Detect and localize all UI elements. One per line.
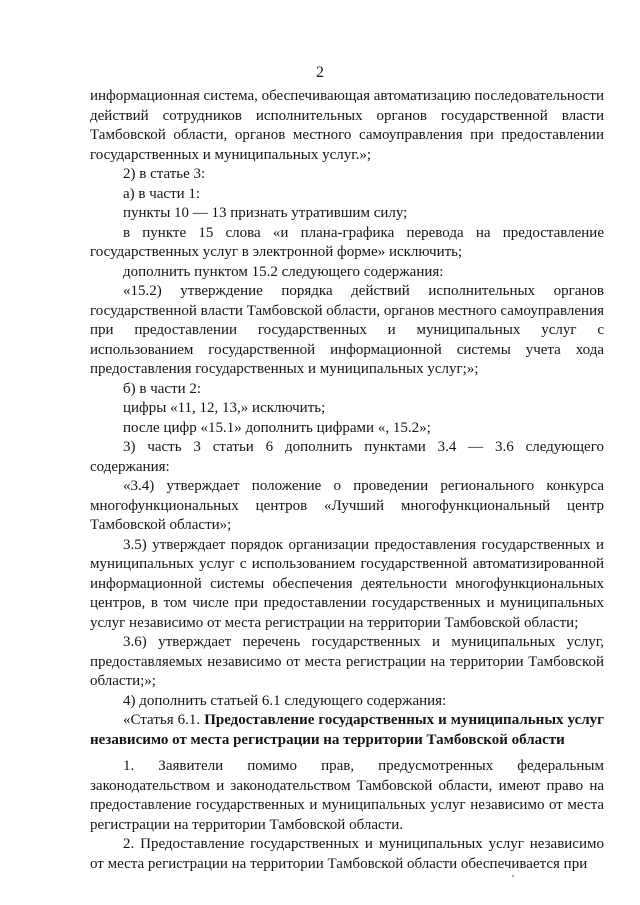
- paragraph-item-15-2-text: «15.2) утверждение порядка действий исполнительных органов государственной власти Тамбовской области, органов местного самоуправления при предоставлении государственных и муниципальных услуг с использованием государственной информационной системы учета хода предоставления государственных и муниципальных услуг;»;: [90, 283, 604, 377]
- article-title: Предоставление государственных и муниципальных услуг независимо от места регистрации на территории Тамбовской области: [90, 712, 604, 748]
- article-paragraph-2: 2. Предоставление государственных и муниципальных услуг независимо от места регистрации на территории Тамбовской области обеспечивается при: [90, 836, 604, 872]
- page-number: 2: [316, 64, 324, 81]
- paragraph-item-3-5: 3.5) утверждает порядок организации предоставления государственных и муниципальных услуг с использованием государственной автоматизированной информационной системы обеспечения деятельности многофункциональных центров, в том числе при предоставлении государственных и муниципальных услуг независимо от места регистрации на территории Тамбовской области;: [90, 536, 604, 631]
- article-heading: [90, 711, 604, 750]
- paragraph-continuation: информационная система, обеспечивающая автоматизацию последовательности действий сотрудников исполнительных органов государственной власти Тамбовской области, органов местного самоуправления при предоставлении государственных и муниципальных услуг.»;: [90, 88, 604, 163]
- paragraph-item-3-4: «3.4) утверждает положение о проведении регионального конкурса многофункциональных центров «Лучший многофункциональный центр Тамбовской области»;: [90, 478, 604, 533]
- paragraph-amend-article-6: 3) часть 3 статьи 6 дополнить пунктами 3.4 — 3.6 следующего содержания:: [90, 439, 604, 475]
- document-body: [90, 87, 604, 874]
- paragraph-digits-exclude: цифры «11, 12, 13,» исключить;: [123, 400, 326, 416]
- paragraph-items-10-13: пункты 10 — 13 признать утратившим силу;: [123, 205, 408, 221]
- paragraph-amend-article-3: 2) в статье 3:: [123, 166, 206, 182]
- article-prefix: «Статья 6.1.: [123, 712, 205, 728]
- paragraph-part-2: б) в части 2:: [123, 380, 202, 397]
- paragraph-part-1: а) в части 1:: [123, 185, 201, 202]
- paragraph-item-15: в пункте 15 слова «и плана-графика перевода на предоставление государственных услуг в электронной форме» исключить;: [90, 224, 604, 260]
- scan-speck: [512, 875, 514, 877]
- paragraph-add-item-15-2: дополнить пунктом 15.2 следующего содержания:: [123, 263, 444, 280]
- paragraph-digits-add: после цифр «15.1» дополнить цифрами «, 15.2»;: [123, 419, 431, 436]
- article-paragraph-1: 1. Заявители помимо прав, предусмотренных федеральным законодательством и законодательством Тамбовской области, имеют право на предоставление государственных и муниципальных услуг независимо от места регистрации на территории Тамбовской области.: [90, 758, 604, 833]
- paragraph-add-article-6-1: 4) дополнить статьей 6.1 следующего содержания:: [123, 692, 447, 709]
- paragraph-item-3-6: 3.6) утверждает перечень государственных и муниципальных услуг, предоставляемых независимо от места регистрации на территории Тамбовской области;»;: [90, 634, 604, 689]
